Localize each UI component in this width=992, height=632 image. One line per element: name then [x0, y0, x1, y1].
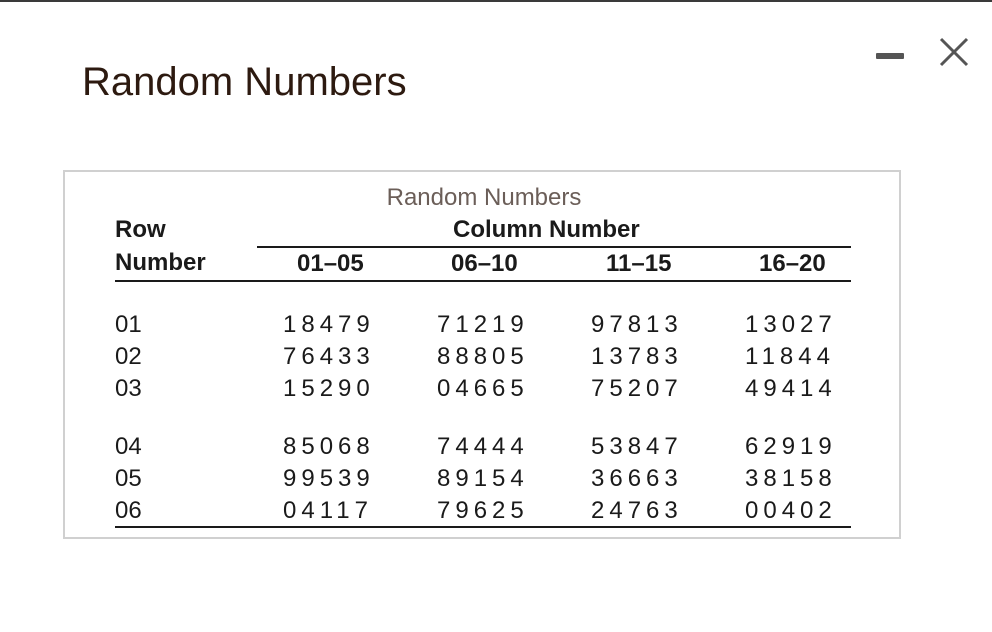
table-cell: 38158	[745, 465, 837, 492]
table-cell: 49414	[745, 375, 837, 402]
column-group-rule	[257, 246, 851, 248]
row-number: 06	[115, 497, 142, 524]
table-cell: 53847	[591, 433, 683, 460]
table-cell: 89154	[437, 465, 529, 492]
table-cell: 11844	[745, 343, 835, 370]
header-rule	[115, 280, 851, 282]
random-numbers-table	[63, 170, 901, 539]
column-group-header: Column Number	[453, 216, 640, 243]
close-icon	[934, 32, 974, 72]
table-caption: Random Numbers	[386, 184, 582, 211]
row-number: 01	[115, 311, 142, 338]
row-number: 02	[115, 343, 142, 370]
table-cell: 04117	[283, 497, 373, 524]
table-cell: 85068	[283, 433, 375, 460]
row-number: 03	[115, 375, 142, 402]
table-cell: 13783	[591, 343, 683, 370]
table-cell: 13027	[745, 311, 837, 338]
row-number: 05	[115, 465, 142, 492]
table-cell: 99539	[283, 465, 375, 492]
table-cell: 88805	[437, 343, 529, 370]
table-cell: 76433	[283, 343, 375, 370]
minimize-icon	[876, 53, 904, 59]
table-cell: 62919	[745, 433, 837, 460]
column-header-11-15: 11–15	[606, 250, 672, 277]
column-header-16-20: 16–20	[759, 250, 826, 277]
table-cell: 24763	[591, 497, 683, 524]
table-cell: 97813	[591, 311, 683, 338]
close-button[interactable]	[934, 32, 974, 72]
table-cell: 18479	[283, 311, 375, 338]
row-number: 04	[115, 433, 142, 460]
table-cell: 74444	[437, 433, 529, 460]
table-cell: 75207	[591, 375, 683, 402]
table-cell: 04665	[437, 375, 529, 402]
column-header-06-10: 06–10	[451, 250, 518, 277]
table-cell: 00402	[745, 497, 837, 524]
row-header-line2: Number	[115, 249, 206, 276]
row-header-line1: Row	[115, 216, 166, 243]
table-cell: 36663	[591, 465, 683, 492]
window-title: Random Numbers	[82, 60, 407, 104]
bottom-rule	[115, 526, 851, 528]
table-cell: 15290	[283, 375, 375, 402]
table-cell: 79625	[437, 497, 529, 524]
column-header-01-05: 01–05	[297, 250, 364, 277]
table-cell: 71219	[437, 311, 529, 338]
minimize-button[interactable]	[874, 42, 908, 72]
